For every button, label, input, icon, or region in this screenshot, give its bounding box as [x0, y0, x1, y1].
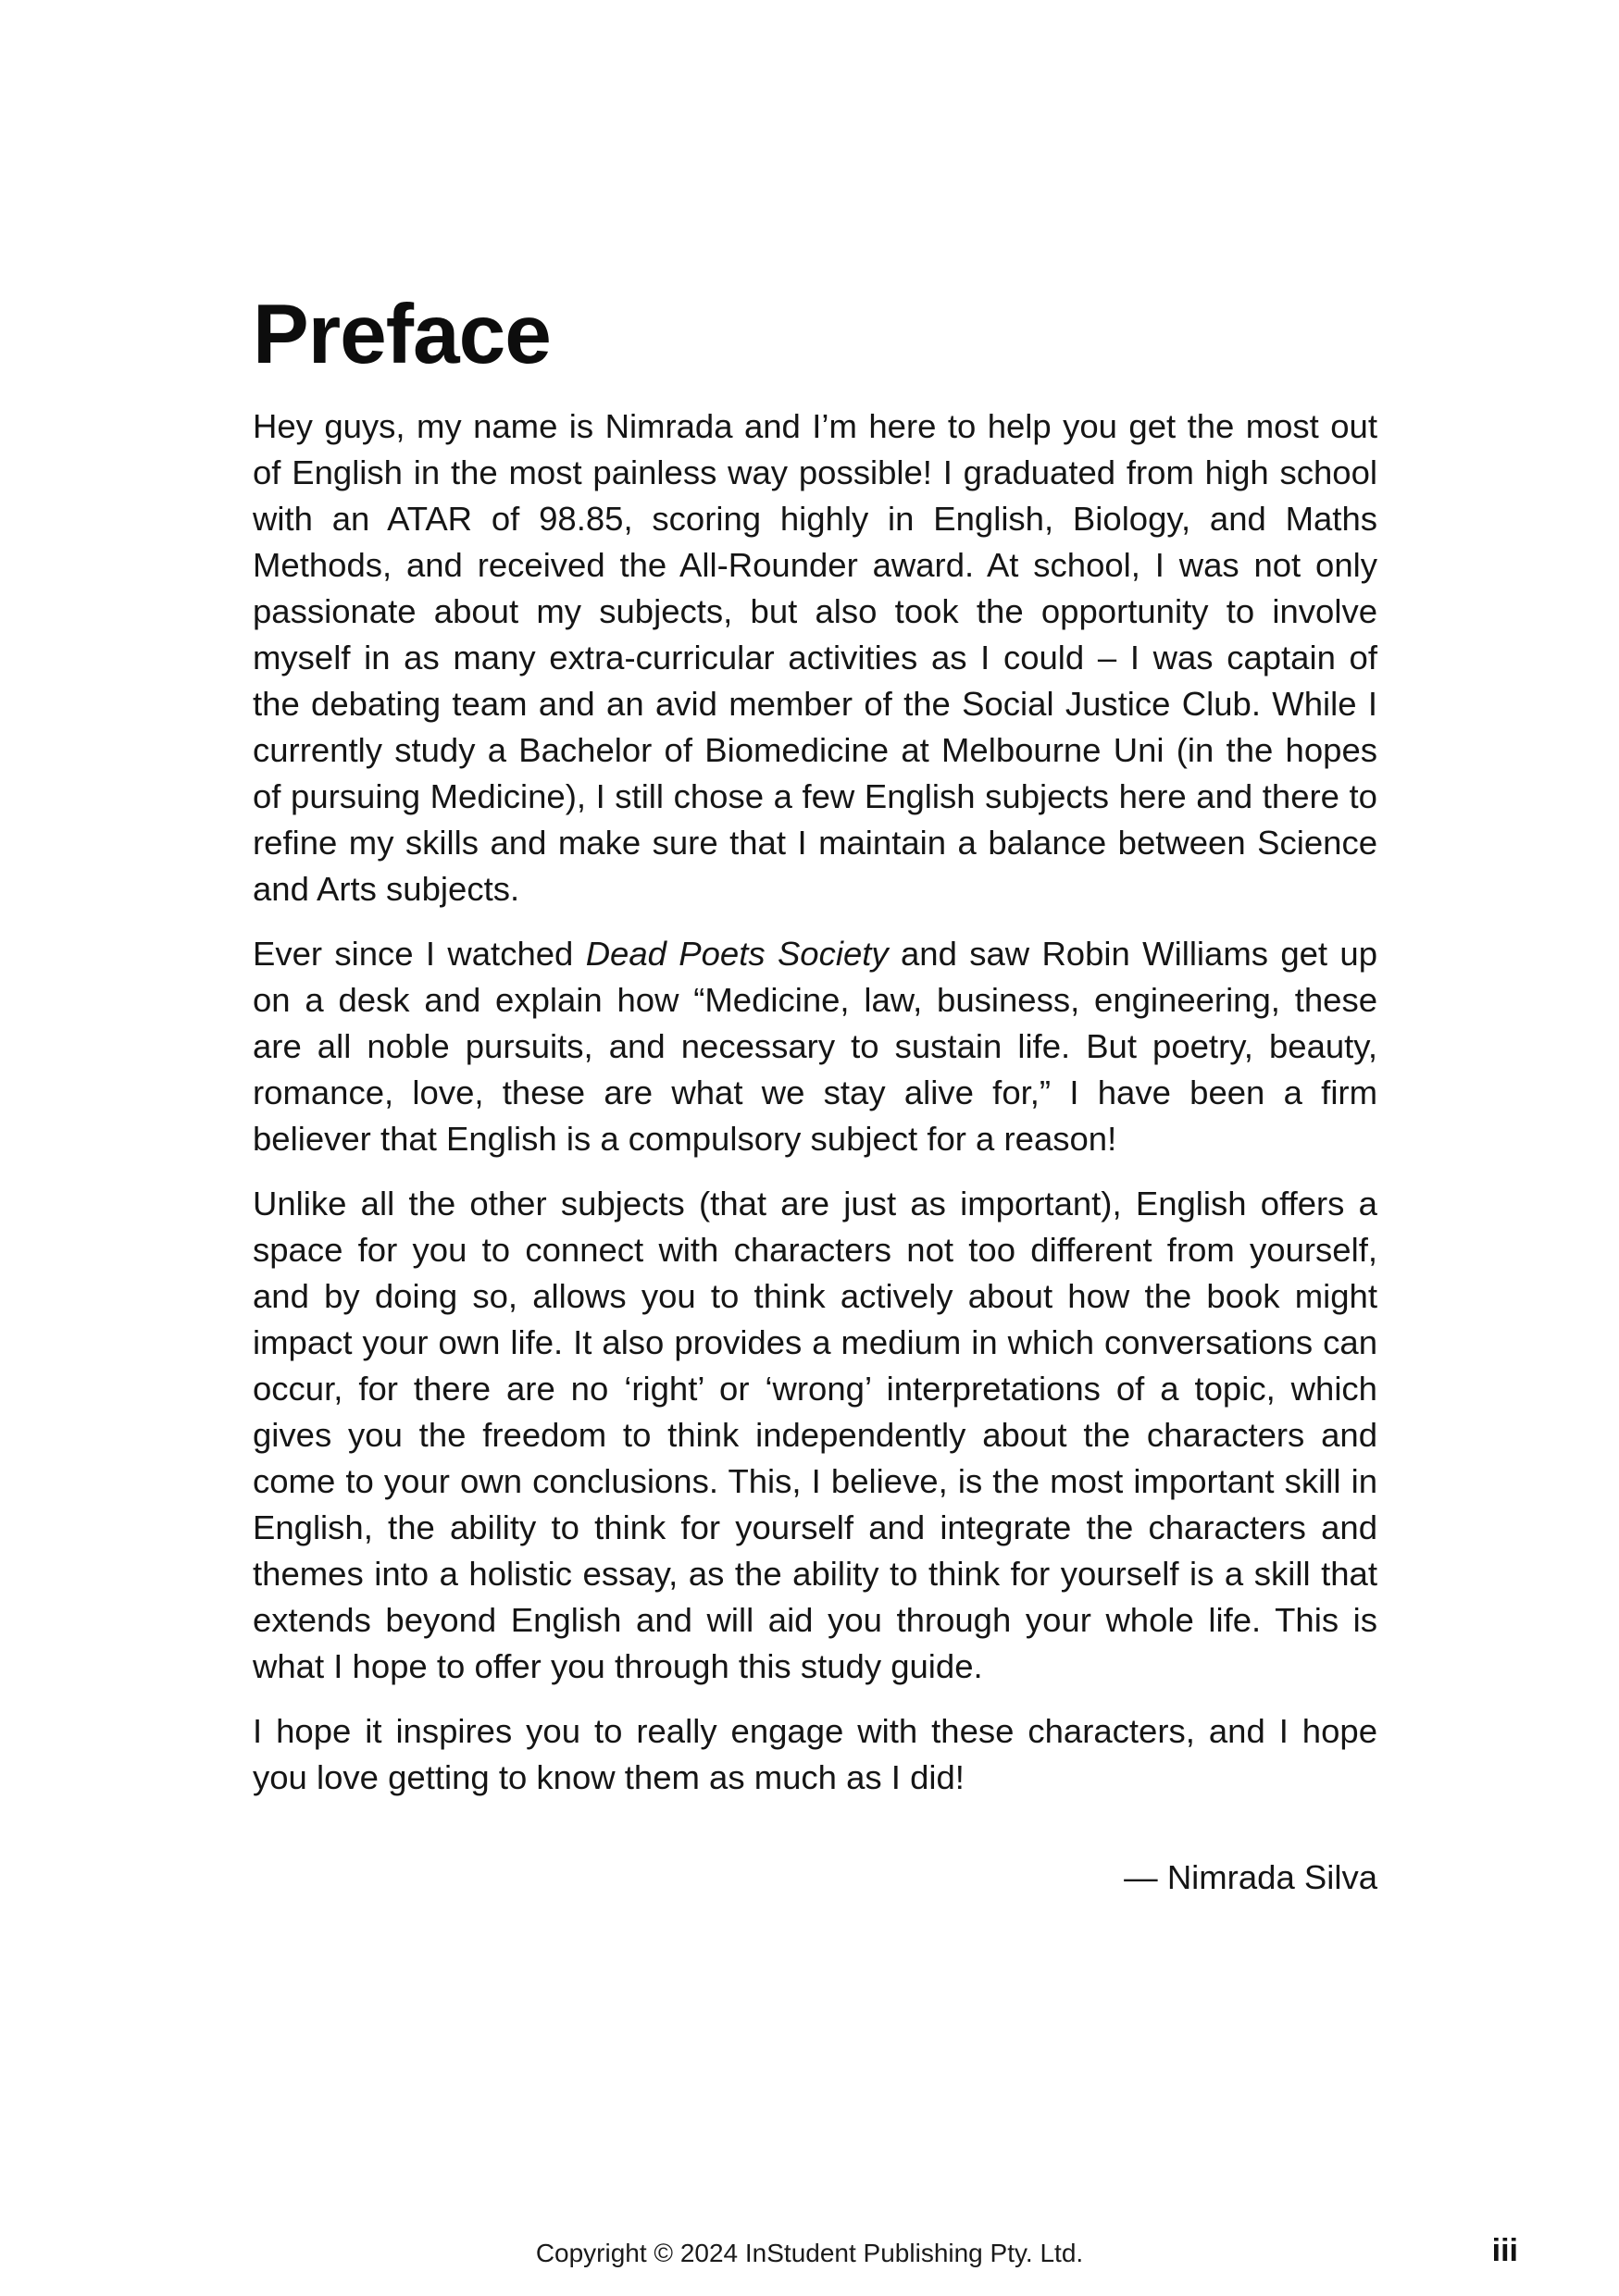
preface-body: [253, 403, 1377, 1819]
author-signature: — Nimrada Silva: [1124, 1858, 1377, 1896]
paragraph-dead-poets: [253, 931, 1377, 1162]
paragraph-text-before: Ever since I watched: [253, 935, 586, 973]
footer-copyright: Copyright © 2024 InStudent Publishing Pty. Ltd.: [535, 2239, 1084, 2267]
page-number: iii: [1491, 2233, 1518, 2268]
film-title: Dead Poets Society: [585, 935, 889, 973]
page-title: Preface: [253, 288, 551, 381]
paragraph-intro: Hey guys, my name is Nimrada and I’m here to help you get the most out of English in the most painless way possible! I graduated from high school with an ATAR of 98.85, scoring highly in English, Biology, and Maths Methods, and received the All-Rounder award. At school, I was not only passionate about my subjects, but also took the opportunity to involve myself in as many extra-curricular activities as I could – I was captain of the debating team and an avid member of the Social Justice Club. While I currently study a Bachelor of Biomedicine at Melbourne Uni (in the hopes of pursuing Medicine), I still chose a few English subjects here and there to refine my skills and make sure that I maintain a balance between Science and Arts subjects.: [253, 407, 1377, 908]
paragraph-text-after: and saw Robin Williams get up on a desk and explain how “Medicine, law, business, engineering, these are all noble pursuits, and necessary to sustain life. But poetry, beauty, romance, love, these are what we stay alive for,” I have been a firm believer that English is a compulsory subject for a reason!: [253, 935, 1377, 1158]
paragraph-closing: I hope it inspires you to really engage with these characters, and I hope you love getting to know them as much as I did!: [253, 1712, 1377, 1796]
paragraph-why-english: Unlike all the other subjects (that are just as important), English offers a space for you to connect with characters not too different from yourself, and by doing so, allows you to think actively about how the book might impact your own life. It also provides a medium in which conversations can occur, for there are no ‘right’ or ‘wrong’ interpretations of a topic, which gives you the freedom to think independently about the characters and come to your own conclusions. This, I believe, is the most important skill in English, the ability to think for yourself and integrate the characters and themes into a holistic essay, as the ability to think for yourself is a skill that extends beyond English and will aid you through your whole life. This is what I hope to offer you through this study guide.: [253, 1185, 1377, 1685]
